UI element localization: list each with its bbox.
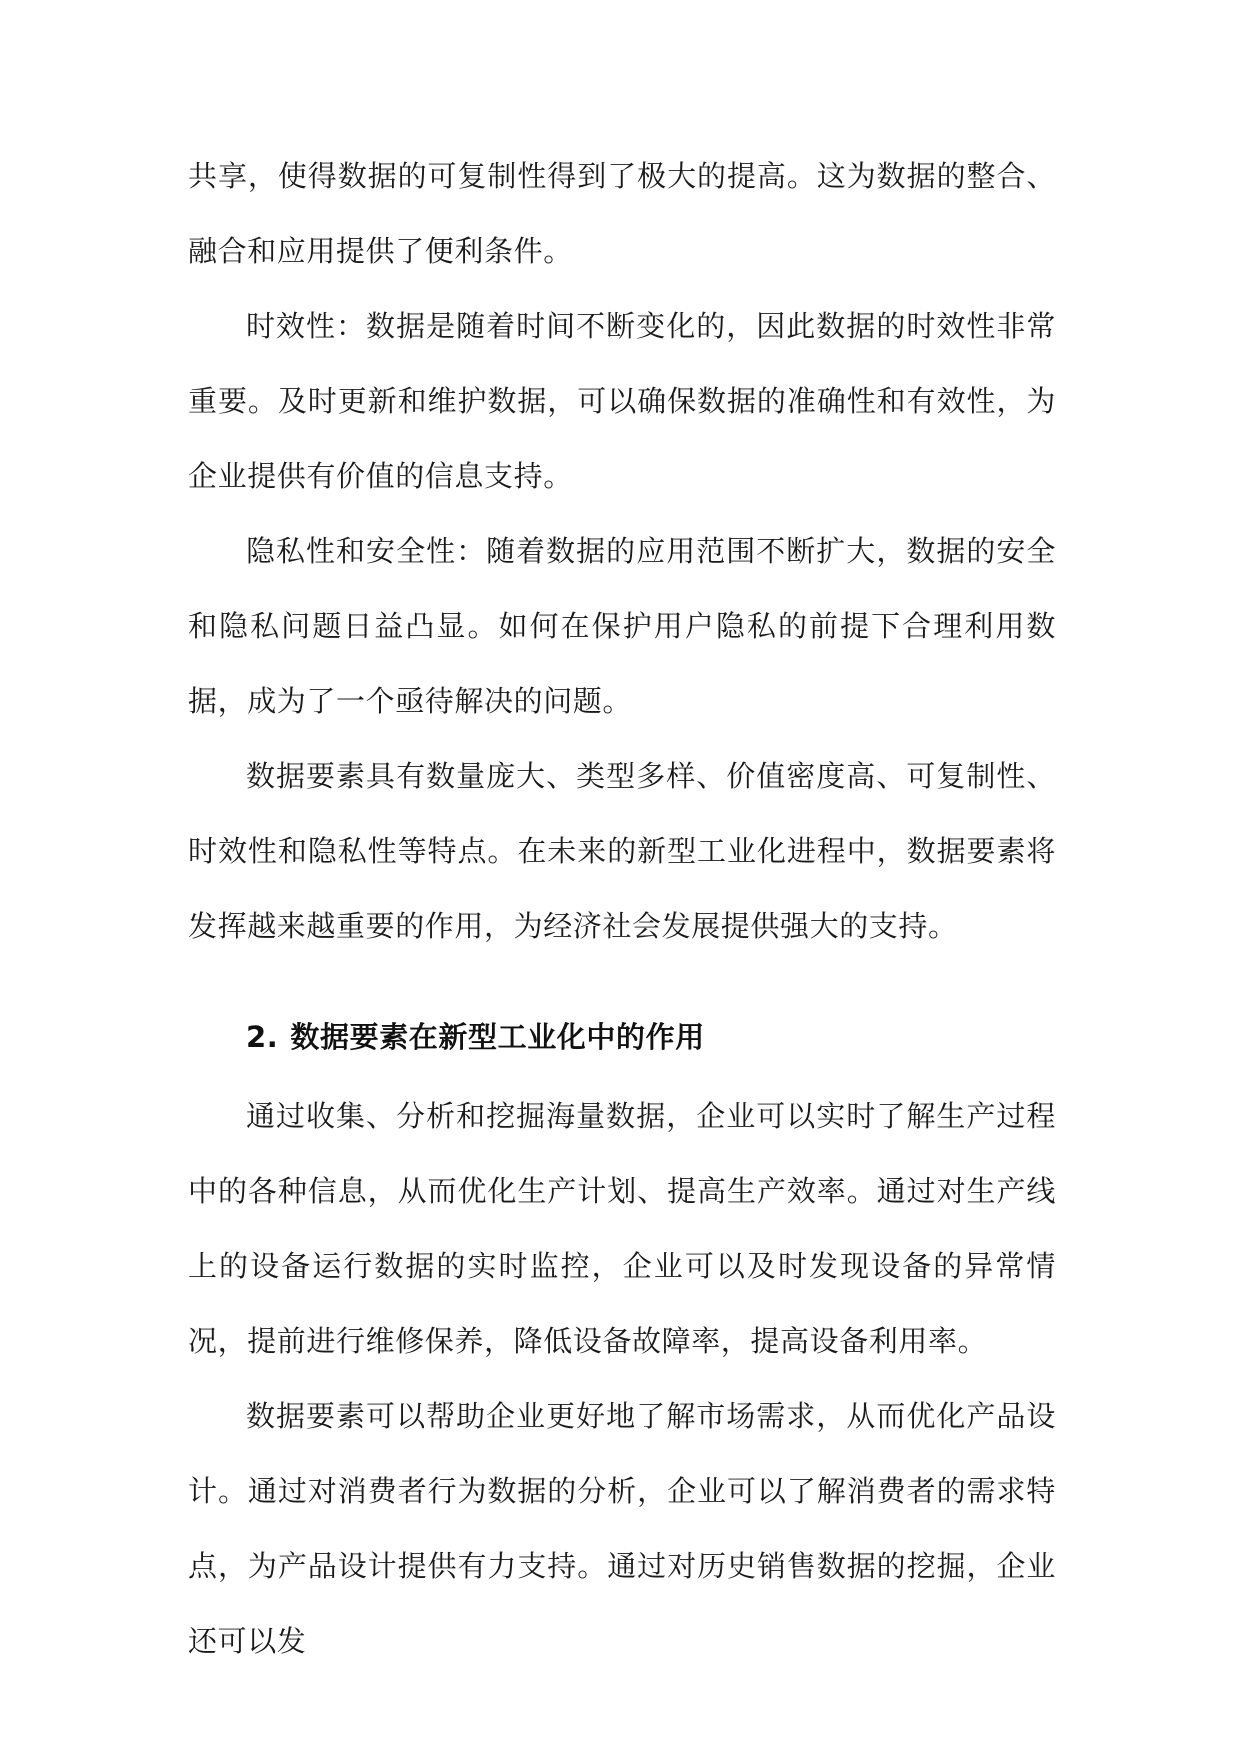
section-number: 2. <box>246 1020 279 1054</box>
paragraph-privacy-security: 隐私性和安全性：随着数据的应用范围不断扩大，数据的安全和隐私问题日益凸显。如何在保护用户隐私的前提下合理利用数据，成为了一个亟待解决的问题。 <box>188 534 1056 718</box>
paragraph-sharing-continued: 共享，使得数据的可复制性得到了极大的提高。这为数据的整合、融合和应用提供了便利条件。 <box>188 159 1056 268</box>
section-heading <box>188 1000 1056 1075</box>
paragraph-summary: 数据要素具有数量庞大、类型多样、价值密度高、可复制性、时效性和隐私性等特点。在未来的新型工业化进程中，数据要素将发挥越来越重要的作用，为经济社会发展提供强大的支持。 <box>188 759 1056 943</box>
paragraph-timeliness: 时效性：数据是随着时间不断变化的，因此数据的时效性非常重要。及时更新和维护数据，可以确保数据的准确性和有效性，为企业提供有价值的信息支持。 <box>188 309 1056 493</box>
paragraph-production-optimization: 通过收集、分析和挖掘海量数据，企业可以实时了解生产过程中的各种信息，从而优化生产计划、提高生产效率。通过对生产线上的设备运行数据的实时监控，企业可以及时发现设备的异常情况，提前进行维修保养，降低设备故障率，提高设备利用率。 <box>188 1099 1056 1358</box>
section-title: 数据要素在新型工业化中的作用 <box>290 1020 705 1054</box>
document-body <box>188 139 1056 1679</box>
paragraph-product-design: 数据要素可以帮助企业更好地了解市场需求，从而优化产品设计。通过对消费者行为数据的分析，企业可以了解消费者的需求特点，为产品设计提供有力支持。通过对历史销售数据的挖掘，企业还可以发 <box>188 1399 1056 1658</box>
